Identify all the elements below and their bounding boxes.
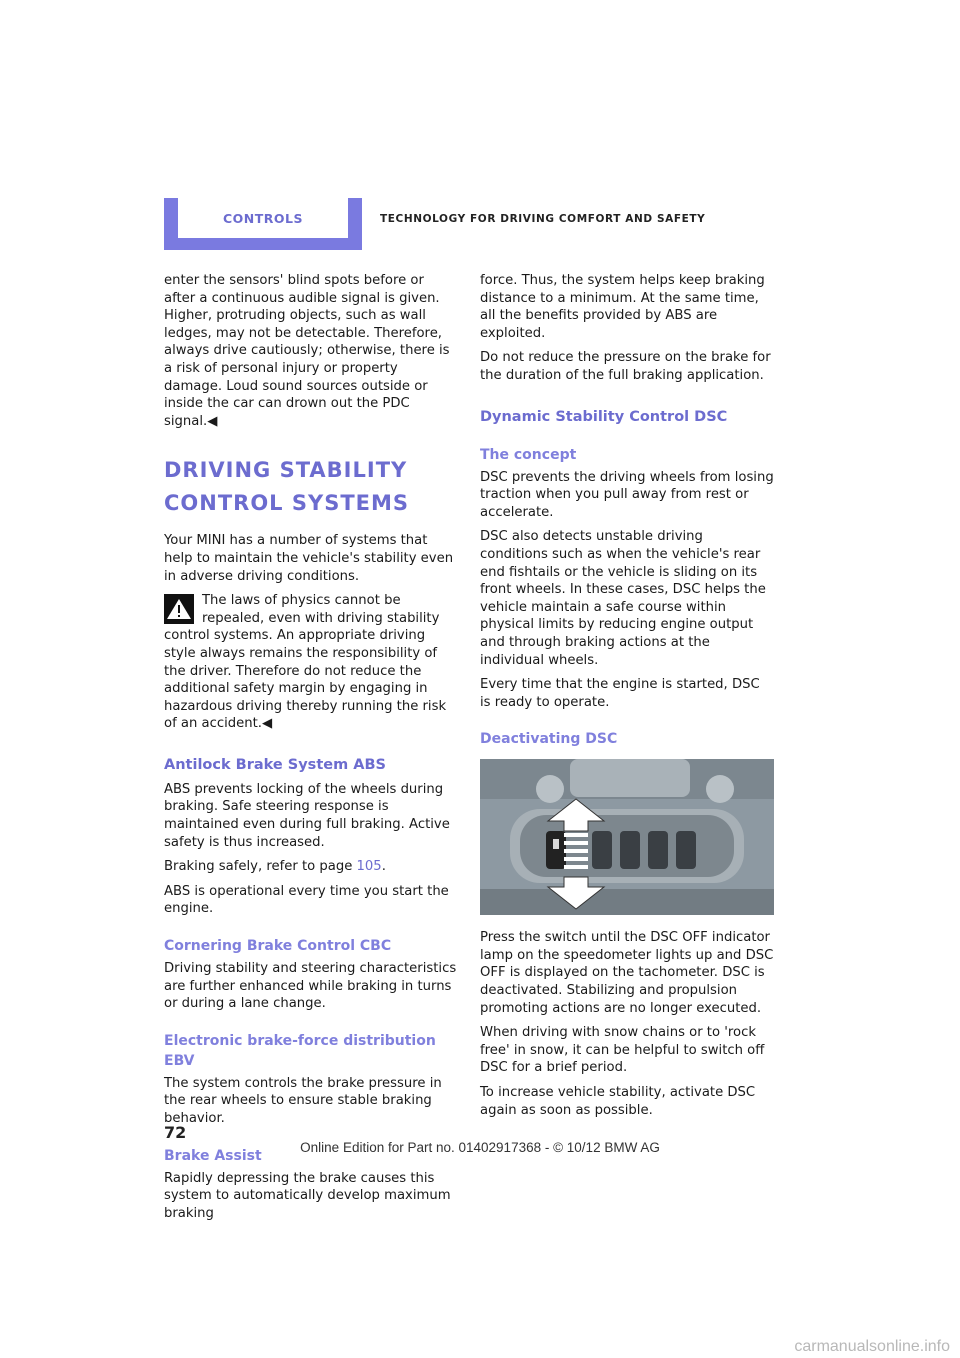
abs-paragraph: ABS prevents locking of the wheels during braking. Safe steering response is maintained even during full braking. Active safety is thus increased. — [164, 781, 450, 850]
watermark: carmanualsonline.info — [794, 1338, 950, 1355]
ebv-paragraph: The system controls the brake pressure in the rear wheels to ensure stable braking behavior. — [164, 1075, 442, 1126]
left-column — [164, 272, 458, 1229]
warning-block — [164, 592, 458, 733]
cbc-paragraph: Driving stability and steering characteristics are further enhanced while braking in turns or during a lane change. — [164, 961, 457, 1012]
ebv-heading: Electronic brake-force distribution EBV — [164, 1032, 436, 1069]
section-title: DRIVING STABILITY CONTROL SYSTEMS — [164, 458, 410, 516]
brake-assist-paragraph: Rapidly depressing the brake causes this system to automatically develop maximum braking — [164, 1170, 451, 1221]
page-number: 72 — [164, 1123, 187, 1142]
concept-paragraph-1: DSC prevents the driving wheels from losing traction when you pull away from rest or accelerate. — [480, 469, 774, 520]
deactivating-paragraph-2: When driving with snow chains or to 'rock free' in snow, it can be helpful to switch off DSC for a brief period. — [480, 1025, 765, 1076]
abs-heading: Antilock Brake System ABS — [164, 756, 386, 773]
deactivating-heading: Deactivating DSC — [480, 731, 618, 748]
concept-paragraph-2: DSC also detects unstable driving conditions such as when the vehicle's rear end fishtails or the vehicle is sliding on its front wheels. In these cases, DSC helps the vehicle maintain a safe course within physical limits by reducing engine output and through braking actions at the individual wheels. — [480, 529, 766, 668]
dsc-heading: Dynamic Stability Control DSC — [480, 408, 728, 425]
deactivating-paragraph-1: Press the switch until the DSC OFF indicator lamp on the speedometer lights up and DSC OFF is displayed on the tachometer. DSC is deactivated. Stabilizing and propulsion promoting actions are no longer executed. — [480, 930, 774, 1016]
chapter-tab-label: CONTROLS — [222, 210, 303, 226]
page-link[interactable]: 105 — [356, 859, 382, 875]
brake-assist-continued: force. Thus, the system helps keep braking distance to a minimum. At the same time, all the benefits provided by ABS are exploited. — [480, 273, 765, 341]
warning-triangle-icon — [164, 594, 194, 624]
right-column — [480, 272, 774, 1126]
concept-heading: The concept — [480, 446, 577, 463]
dsc-switch-illustration — [480, 759, 774, 915]
abs-reference: Braking safely, refer to page 105. — [164, 859, 386, 875]
concept-paragraph-3: Every time that the engine is started, DSC is ready to operate. — [480, 677, 760, 710]
section-intro: Your MINI has a number of systems that help to maintain the vehicle's stability even in adverse driving conditions. — [164, 533, 454, 584]
end-mark-icon: ◀ — [262, 716, 273, 732]
edition-footer: Online Edition for Part no. 01402917368 - © 10/12 BMW AG — [300, 1140, 660, 1155]
intro-paragraph: enter the sensors' blind spots before or after a continuous audible signal is given. Higher, protruding objects, such as wall ledges, may not be detectable. Therefore, always drive cautiously; otherwise, there is a risk of personal injury or property damage. Loud sound sources outside or inside the car can drown out the PDC signal.◀ — [164, 273, 450, 429]
cbc-heading: Cornering Brake Control CBC — [164, 938, 392, 955]
warning-text: The laws of physics cannot be repealed, even with driving stability control systems. An appropriate driving style always remains the responsibility of the driver. Therefore do not reduce the additional safety margin by engaging in hazardous driving thereby running the risk of an accident.◀ — [164, 593, 447, 732]
deactivating-paragraph-3: To increase vehicle stability, activate DSC again as soon as possible. — [480, 1085, 756, 1118]
chapter-tab-inner — [178, 198, 348, 238]
brake-assist-heading: Brake Assist — [164, 1147, 262, 1164]
brake-assist-note: Do not reduce the pressure on the brake for the duration of the full braking application. — [480, 350, 771, 383]
end-mark-icon: ◀ — [207, 413, 218, 429]
abs-operational: ABS is operational every time you start the engine. — [164, 883, 449, 917]
chapter-title: TECHNOLOGY FOR DRIVING COMFORT AND SAFETY — [380, 213, 706, 225]
chapter-tab — [164, 198, 362, 250]
